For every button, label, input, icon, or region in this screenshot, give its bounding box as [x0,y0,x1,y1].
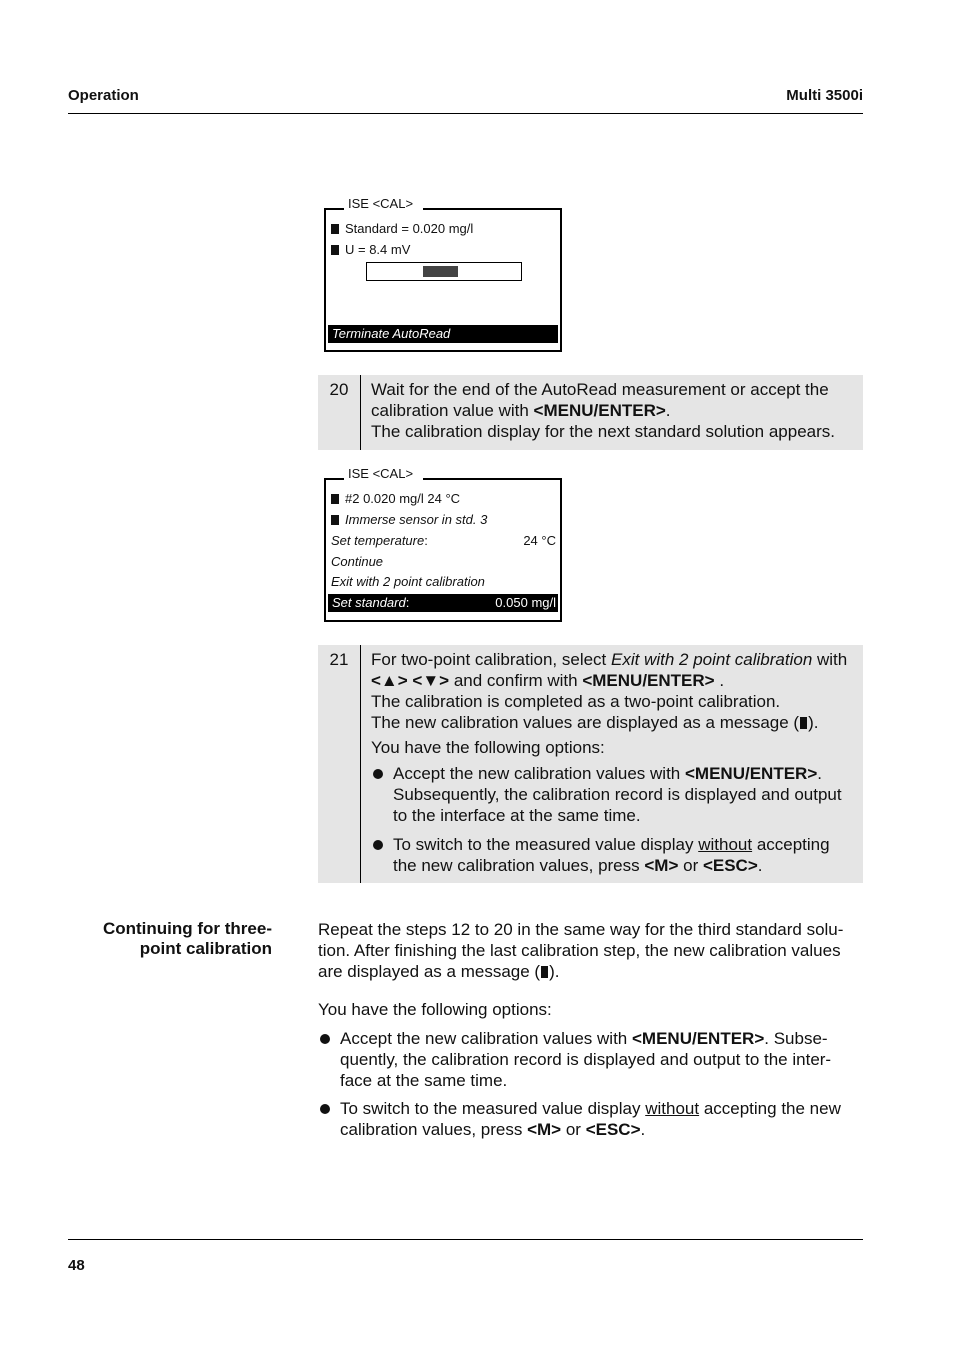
menu-continue[interactable]: Continue [331,554,384,569]
running-header-section: Operation [68,87,139,104]
autoread-progress-bar [366,262,522,281]
menu-set-standard[interactable]: Set standard: 0.050 mg/l [328,594,558,612]
device-display-std3 [324,466,562,622]
message-square-icon [331,494,339,504]
step-21 [318,645,863,883]
message-square-icon [541,966,548,978]
display-title: ISE <CAL> [344,196,423,212]
step-text: Wait for the end of the AutoRead measurement or accept the calibration value with <MENU/ENTER>. The calibration display for the next standard solution appears. [371,380,835,441]
option-accept: Accept the new calibration values with <MENU/ENTER>. Subsequently, the calibration record is displayed and output to the interface at the same time. [371,763,857,826]
bullet-icon [320,1034,330,1044]
message-square-icon [331,515,339,525]
bullet-icon [373,840,383,850]
terminate-autoread-softkey[interactable]: Terminate AutoRead [328,325,558,343]
display-title: ISE <CAL> [344,466,423,482]
step-number: 20 [318,375,361,450]
side-heading: Continuing for three- point calibration [102,919,272,958]
page-number: 48 [68,1257,85,1274]
device-display-autoread [324,196,562,352]
menu-exit-2-point[interactable]: Exit with 2 point calibration [331,574,485,589]
display-line-standard: Standard = 0.020 mg/l [331,220,558,238]
option-accept-3pt: Accept the new calibration values with <MENU/ENTER>. Subse- quently, the calibration record is displayed and output to the inter- face at the same time. [318,1028,885,1091]
step-number: 21 [318,645,361,883]
bullet-icon [373,769,383,779]
header-rule [68,113,863,114]
message-square-icon [331,245,339,255]
step-20 [318,375,863,450]
option-discard-3pt: To switch to the measured value display without accepting the new calibration values, press <M> or <ESC>. [318,1098,885,1140]
running-header-product: Multi 3500i [786,87,863,104]
footer-rule [68,1239,863,1240]
menu-set-temperature[interactable]: Set temperature: 24 °C [331,533,556,548]
display-line-immerse: Immerse sensor in std. 3 [331,511,558,529]
options-intro: You have the following options: [318,1000,552,1019]
autoread-progress-fill [423,266,458,277]
message-square-icon [800,717,807,729]
three-point-paragraph: Repeat the steps 12 to 20 in the same way for the third standard solu- tion. After finishing the last calibration step, the new calibration values are displayed as a message ( ). [318,920,844,981]
display-line-voltage: U = 8.4 mV [331,241,558,259]
bullet-icon [320,1104,330,1114]
option-discard: To switch to the measured value display without accepting the new calibration values, press <M> or <ESC>. [371,834,857,876]
message-square-icon [331,224,339,234]
display-line-std2: #2 0.020 mg/l 24 °C [331,490,558,508]
step-text: For two-point calibration, select Exit with 2 point calibration with <▲> <▼> and confirm with <MENU/ENTER> . The calibration is completed as a two-point calibration. The new calibration values are displayed as a message ( ). You have the following options: Accept the new calibration values with <MENU/ENTER>. Subsequently, the calibration record is displayed and output to the interface at the same time. To switch to the measured value display without accepting the new calibration values, press <M> or <ESC>. [371,649,857,876]
